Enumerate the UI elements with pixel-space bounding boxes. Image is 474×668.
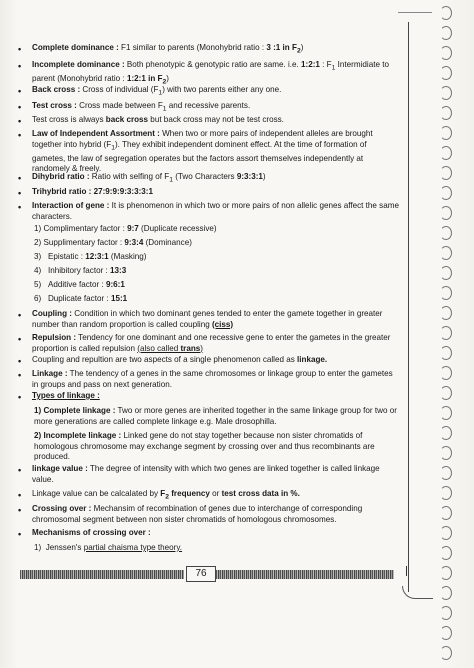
bullet-item: Coupling : Condition in which two dominant genes tended to enter the gamete together in greater number than random proportion is called coupling (ciss) bbox=[32, 309, 383, 329]
bullet-marker: • bbox=[18, 61, 22, 71]
bullet-item: linkage value : The degree of intensity with which two genes are linked together is called linkage value. bbox=[32, 464, 380, 484]
bullet-marker: • bbox=[18, 490, 22, 500]
bullet-marker: • bbox=[18, 505, 22, 515]
bullet-marker: • bbox=[18, 102, 22, 112]
bullet-marker: • bbox=[18, 356, 22, 366]
bullet-marker: • bbox=[18, 116, 22, 126]
bullet-marker: • bbox=[18, 173, 22, 183]
bullet-item: Test cross : Cross made between $F_1$ and recessive parents. bbox=[32, 101, 251, 113]
sub-item: 2) Incomplete linkage : Linked gene do not stay together because non sister chromatids of homologous chromosome may exchange segment by crossing over and thus recombinants are produced. bbox=[34, 431, 375, 462]
sub-item: 4) Inhibitory factor : 13:3 bbox=[34, 266, 127, 275]
sub-item: 1) Jenssen's partial chaisma type theory. bbox=[34, 543, 183, 552]
sub-item: 2) Supplimentary factor : 9:3:4 (Dominance) bbox=[34, 238, 192, 247]
bullet-marker: • bbox=[18, 202, 22, 212]
bullet-item: Incomplete dominance : Both phenotypic & genotypic ratio are same. i.e. 1:2:1 : $F_1$ Intermidiate to parent (Monohybrid ratio : 1:2:1 in $F_2$) bbox=[32, 60, 389, 86]
bullet-marker: • bbox=[18, 370, 22, 380]
bullet-item: Repulsion : Tendency for one dominant and one recessive gene to enter the gametes in the greater proportion is called repulsion (also called trans) bbox=[32, 333, 391, 353]
bullet-item: Test cross is always back cross but back cross may not be test cross. bbox=[32, 115, 284, 124]
bullet-item: Crossing over : Mechansim of recombination of genes due to interchange of corresponding chromosomal segment between non sister chromatids of homologous chromosomes. bbox=[32, 504, 363, 524]
bullet-marker: • bbox=[18, 310, 22, 320]
bullet-marker: • bbox=[18, 188, 22, 198]
sub-item: 6) Duplicate factor : 15:1 bbox=[34, 294, 128, 303]
bullet-marker: • bbox=[18, 465, 22, 475]
footer-band-right bbox=[216, 570, 394, 579]
bullet-marker: • bbox=[18, 392, 22, 402]
bullet-item: Interaction of gene : It is phenomenon in which two or more pairs of non allelic genes affect the same characters. bbox=[32, 201, 399, 221]
sub-item: 5) Additive factor : 9:6:1 bbox=[34, 280, 125, 289]
bullet-item: Trihybrid ratio : 27:9:9:9:3:3:3:1 bbox=[32, 187, 153, 196]
sub-item: 1) Complete linkage : Two or more genes are inherited together in the same linkage group for two or more generations are called complete linkage e.g. Male drosophilla. bbox=[34, 406, 397, 426]
bullet-marker: • bbox=[18, 44, 22, 54]
bullet-item: Linkage : The tendency of a genes in the same chromosomes or linkage group to enter the gametes in groups and pass on next generation. bbox=[32, 369, 393, 389]
sub-item: 1) Complimentary factor : 9:7 (Duplicate recessive) bbox=[34, 224, 217, 233]
sub-item: 3) Epistatic : 12:3:1 (Masking) bbox=[34, 252, 147, 261]
bullet-item: Linkage value can be calcalated by $F_2$ frequency or test cross data in %. bbox=[32, 489, 300, 501]
bullet-item: Law of Independent Assortment : When two or more pairs of independent alleles are brought together into hybrid $(F_1)$. They exhibit independent dominent effect. At the time of formation of gametes, the law of segregation operates but the factors assort themselves independently at randomely & freely. bbox=[32, 129, 373, 174]
page-number: 76 bbox=[186, 566, 216, 582]
bullet-item: Back cross : Cross of individual $(F_1)$ with two parents either any one. bbox=[32, 85, 282, 97]
bullet-item: Coupling and repultion are two aspects of a single phenomenon called as linkage. bbox=[32, 355, 328, 364]
bullet-item: Dihybrid ratio : Ratio with selfing of $F_1$ (Two Characters 9:3:3:1) bbox=[32, 172, 266, 184]
bullet-marker: • bbox=[18, 529, 22, 539]
bullet-marker: • bbox=[18, 86, 22, 96]
bullet-item: Types of linkage : bbox=[32, 391, 100, 400]
bullet-item: Mechanisms of crossing over : bbox=[32, 528, 151, 537]
bullet-marker: • bbox=[18, 334, 22, 344]
footer-band-left bbox=[20, 570, 184, 579]
bullet-marker: • bbox=[18, 130, 22, 140]
bullet-item: Complete dominance : F1 similar to parents (Monohybrid ratio : 3 :1 in $F_2$) bbox=[32, 43, 304, 55]
